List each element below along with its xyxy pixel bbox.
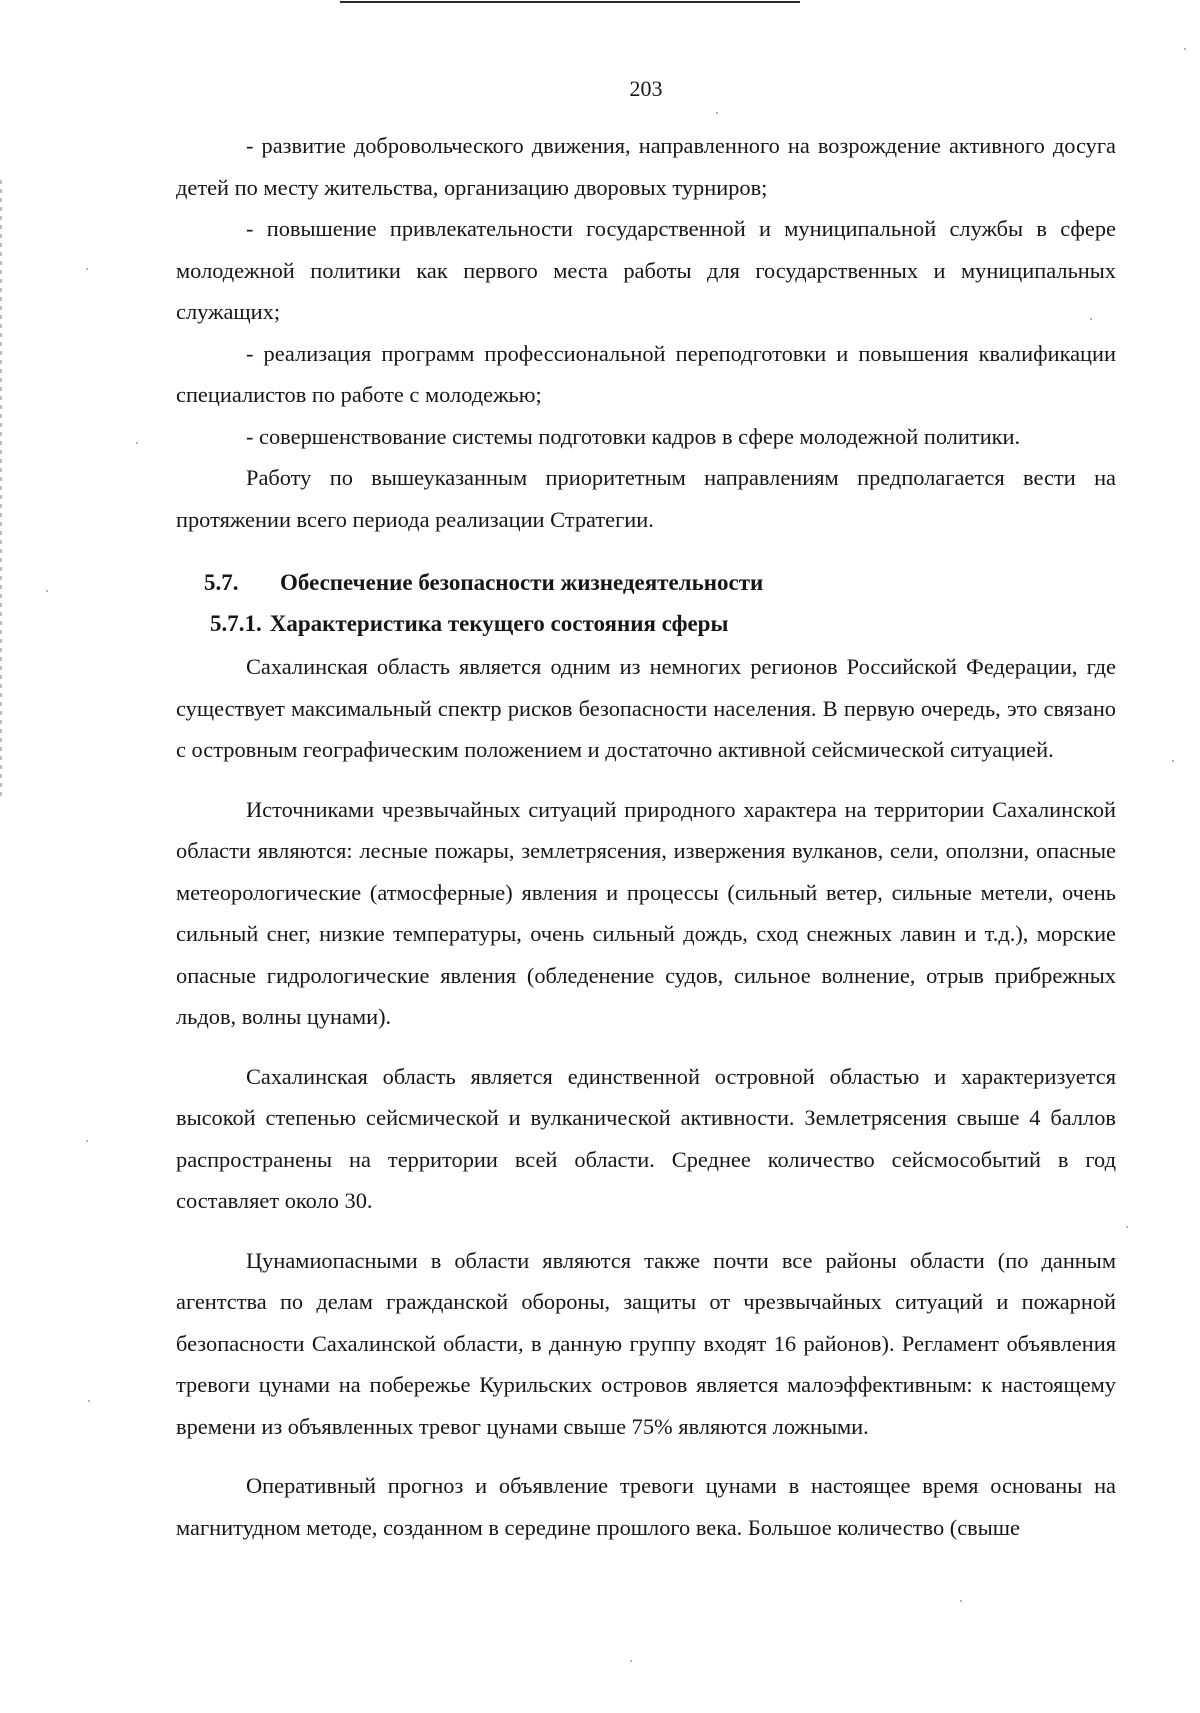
scan-speck [960, 1600, 962, 1602]
paragraph-emergency-sources: Источниками чрезвычайных ситуаций природного характера на территории Сахалинской области являются: лесные пожары, землетрясения, извержения вулканов, сели, оползни, опасные метеорологические (атмосферные) явления и процессы (сильный ветер, сильные метели, очень сильный снег, низкие температуры, очень сильный дождь, сход снежных лавин и т.д.), морские опасные гидрологические явления (обледенение судов, сильное волнение, отрыв прибрежных льдов, волны цунами). [176, 796, 1116, 1029]
paragraph-risk-spectrum: Сахалинская область является одним из немногих регионов Российской Федерации, где существует максимальный спектр рисков безопасности населения. В первую очередь, это связано с островным географическим положением и достаточно активной сейсмической ситуацией. [176, 654, 1116, 762]
scan-speck [1126, 1226, 1128, 1228]
page-number: 203 [629, 76, 663, 101]
scan-speck [630, 1660, 632, 1662]
paragraph-spacer [176, 1447, 1116, 1465]
paragraph-seismic-activity: Сахалинская область является единственной островной областью и характеризуется высокой степенью сейсмической и вулканической активности. Землетрясения свыше 4 баллов распространены на территории всей области. Среднее количество сейсмособытий в год составляет около 30. [176, 1063, 1116, 1213]
paragraph-spacer [176, 1222, 1116, 1240]
section-title: Обеспечение безопасности жизнедеятельности [280, 570, 764, 595]
scan-speck [1184, 48, 1186, 50]
list-item-personnel-training: - совершенствование системы подготовки кадров в сфере молодежной политики. [246, 423, 1021, 449]
scan-speck [86, 1140, 88, 1142]
paragraph-tsunami-forecast: Оперативный прогноз и объявление тревоги цунами в настоящее время основаны на магнитудном методе, созданном в середине прошлого века. Большое количество (свыше [176, 1473, 1116, 1540]
section-number: 5.7. [204, 570, 239, 595]
page-body [176, 125, 1116, 1548]
paragraph-spacer [176, 771, 1116, 789]
list-item-retraining-programs: - реализация программ профессиональной переподготовки и повышения квалификации специалистов по работе с молодежью; [176, 340, 1116, 407]
scan-edge-marks [0, 180, 2, 800]
scan-speck [88, 1400, 90, 1402]
subsection-number: 5.7.1. [210, 611, 262, 636]
scan-speck [86, 268, 88, 270]
scan-speck [1172, 760, 1174, 762]
section-spacer [176, 540, 1116, 562]
subsection-heading [176, 603, 1116, 644]
paragraph-spacer [176, 1038, 1116, 1056]
scan-speck [136, 442, 138, 444]
list-item-civil-service-attractiveness: - повышение привлекательности государственной и муниципальной службы в сфере молодежной политики как первого места работы для государственных и муниципальных служащих; [176, 216, 1116, 324]
scan-speck [716, 112, 718, 114]
list-item-volunteer-movement: - развитие добровольческого движения, направленного на возрождение активного досуга детей по месту жительства, организацию дворовых турниров; [176, 133, 1116, 200]
paragraph-strategy-period: Работу по вышеуказанным приоритетным направлениям предполагается вести на протяжении всего периода реализации Стратегии. [176, 465, 1116, 532]
scan-speck [1090, 318, 1092, 320]
top-border-line [340, 1, 800, 3]
section-heading [176, 562, 1116, 603]
subsection-title: Характеристика текущего состояния сферы [269, 611, 729, 636]
scan-speck [46, 590, 48, 592]
paragraph-tsunami-districts: Цунамиопасными в области являются также почти все районы области (по данным агентства по делам гражданской обороны, защиты от чрезвычайных ситуаций и пожарной безопасности Сахалинской области, в данную группу входят 16 районов). Регламент объявления тревоги цунами на побережье Курильских островов является малоэффективным: к настоящему времени из объявленных тревог цунами свыше 75% являются ложными. [176, 1247, 1116, 1439]
